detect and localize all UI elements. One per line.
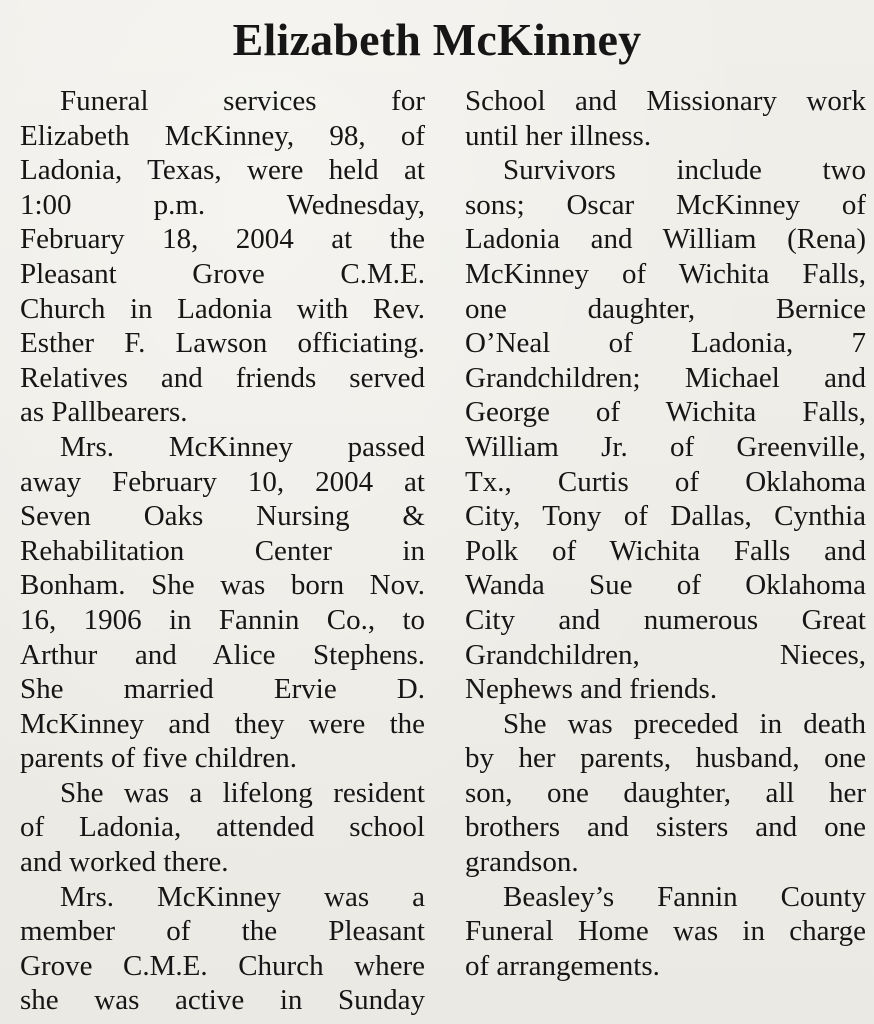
- text-line: Funeral Home was in charge: [465, 915, 866, 948]
- text-line: and worked there.: [20, 846, 229, 879]
- text-line: member of the Pleasant: [20, 915, 425, 948]
- text-line: son, one daughter, all her: [465, 776, 866, 809]
- text-line: Ladonia and William (Rena): [465, 223, 866, 256]
- text-line: Tx., Curtis of Oklahoma: [465, 465, 866, 498]
- text-line: Bonham. She was born Nov.: [20, 569, 425, 602]
- text-line: Polk of Wichita Falls and: [465, 534, 866, 567]
- text-line: Mrs. McKinney passed: [60, 430, 425, 463]
- text-line: William Jr. of Greenville,: [465, 430, 866, 463]
- text-line: Beasley’s Fannin County: [503, 880, 866, 913]
- text-line: Rehabilitation Center in: [20, 534, 425, 567]
- text-line: as Pallbearers.: [20, 396, 188, 429]
- text-line: She was preceded in death: [503, 707, 866, 740]
- text-line: until her illness.: [465, 119, 652, 152]
- text-line: McKinney of Wichita Falls,: [465, 257, 866, 290]
- obituary-title: Elizabeth McKinney: [232, 14, 642, 65]
- text-line: Wanda Sue of Oklahoma: [465, 569, 866, 602]
- text-line: City, Tony of Dallas, Cynthia: [465, 500, 866, 533]
- text-line: by her parents, husband, one: [465, 742, 866, 775]
- text-line: She was a lifelong resident: [60, 776, 425, 809]
- text-line: Arthur and Alice Stephens.: [20, 638, 425, 671]
- text-line: 16, 1906 in Fannin Co., to: [20, 603, 425, 636]
- text-line: Pleasant Grove C.M.E.: [20, 257, 425, 290]
- text-line: of Ladonia, attended school: [20, 811, 425, 844]
- text-line: She married Ervie D.: [20, 673, 425, 706]
- text-line: one daughter, Bernice: [465, 292, 866, 325]
- text-line: brothers and sisters and one: [465, 811, 866, 844]
- text-line: Ladonia, Texas, were held at: [20, 154, 425, 187]
- text-line: Seven Oaks Nursing &: [20, 500, 425, 533]
- text-line: Nephews and friends.: [465, 673, 718, 706]
- text-line: O’Neal of Ladonia, 7: [465, 327, 866, 360]
- text-line: Church in Ladonia with Rev.: [20, 292, 425, 325]
- text-line: Elizabeth McKinney, 98, of: [20, 119, 425, 152]
- text-line: Relatives and friends served: [20, 361, 425, 394]
- text-line: February 18, 2004 at the: [20, 223, 425, 256]
- text-line: Esther F. Lawson officiating.: [20, 327, 425, 360]
- text-line: Grandchildren, Nieces,: [465, 638, 866, 671]
- text-line: sons; Oscar McKinney of: [465, 188, 866, 221]
- text-line: School and Missionary work: [465, 85, 866, 117]
- text-line: grandson.: [465, 846, 579, 879]
- text-line: Grandchildren; Michael and: [465, 361, 866, 394]
- text-line: George of Wichita Falls,: [465, 396, 866, 429]
- text-line: parents of five children.: [20, 742, 298, 775]
- text-line: 1:00 p.m. Wednesday,: [20, 188, 425, 221]
- text-line: away February 10, 2004 at: [20, 465, 425, 498]
- right-column: [465, 84, 866, 983]
- text-line: she was active in Sunday: [20, 984, 425, 1017]
- left-column: [20, 84, 425, 1018]
- text-line: Survivors include two: [503, 154, 866, 187]
- text-line: Mrs. McKinney was a: [60, 880, 425, 913]
- text-line: City and numerous Great: [465, 603, 866, 636]
- text-line: of arrangements.: [465, 949, 660, 982]
- text-line: Grove C.M.E. Church where: [20, 949, 425, 982]
- text-line: McKinney and they were the: [20, 707, 425, 740]
- text-line: Funeral services for: [60, 85, 425, 117]
